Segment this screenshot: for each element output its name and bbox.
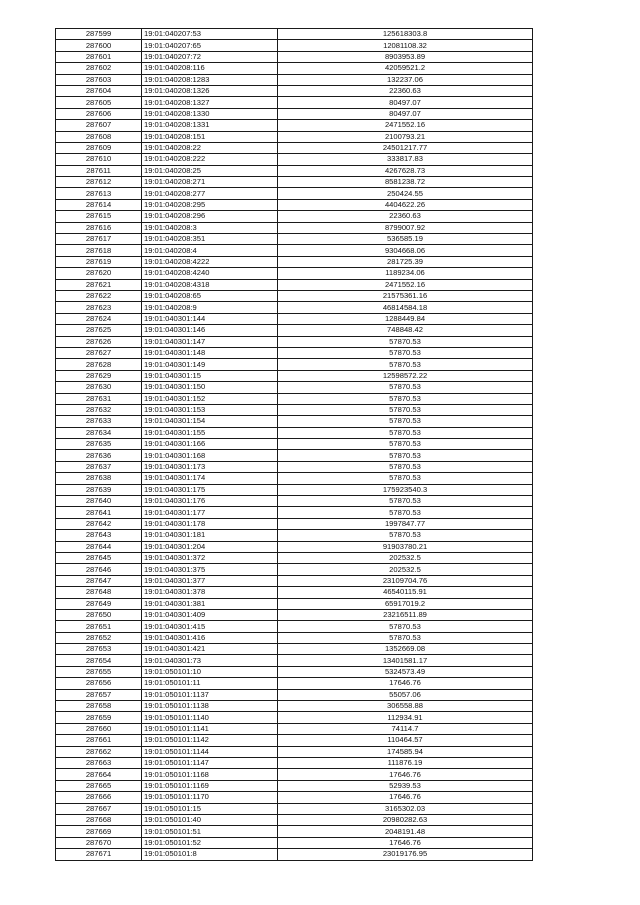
row-number-cell: 287623 [56, 302, 142, 313]
row-number-cell: 287656 [56, 678, 142, 689]
value-cell: 57870.53 [278, 382, 533, 393]
table-row [56, 188, 533, 199]
row-number-cell: 287600 [56, 40, 142, 51]
table-row [56, 85, 533, 96]
table-row [56, 336, 533, 347]
table-row [56, 177, 533, 188]
cadastral-number-cell: 19:01:040301:176 [142, 496, 278, 507]
row-number-cell: 287651 [56, 621, 142, 632]
cadastral-number-cell: 19:01:050101:1140 [142, 712, 278, 723]
cadastral-number-cell: 19:01:040208:4222 [142, 256, 278, 267]
row-number-cell: 287636 [56, 450, 142, 461]
value-cell: 281725.39 [278, 256, 533, 267]
row-number-cell: 287620 [56, 268, 142, 279]
cadastral-number-cell: 19:01:040301:146 [142, 325, 278, 336]
value-cell: 57870.53 [278, 621, 533, 632]
row-number-cell: 287649 [56, 598, 142, 609]
row-number-cell: 287628 [56, 359, 142, 370]
cadastral-number-cell: 19:01:050101:1138 [142, 701, 278, 712]
cadastral-number-cell: 19:01:040301:421 [142, 644, 278, 655]
value-cell: 1997847.77 [278, 518, 533, 529]
cadastral-number-cell: 19:01:050101:8 [142, 849, 278, 860]
table-row [56, 74, 533, 85]
value-cell: 13401581.17 [278, 655, 533, 666]
cadastral-number-cell: 19:01:040208:1326 [142, 85, 278, 96]
cadastral-number-cell: 19:01:040208:296 [142, 211, 278, 222]
table-body [56, 29, 533, 861]
cadastral-number-cell: 19:01:040208:1331 [142, 120, 278, 131]
table-row [56, 621, 533, 632]
cadastral-number-cell: 19:01:050101:1144 [142, 746, 278, 757]
value-cell: 23019176.95 [278, 849, 533, 860]
row-number-cell: 287637 [56, 461, 142, 472]
cadastral-number-cell: 19:01:050101:1142 [142, 735, 278, 746]
table-row [56, 268, 533, 279]
cadastral-number-cell: 19:01:040208:277 [142, 188, 278, 199]
row-number-cell: 287618 [56, 245, 142, 256]
row-number-cell: 287663 [56, 758, 142, 769]
row-number-cell: 287660 [56, 723, 142, 734]
cadastral-number-cell: 19:01:040301:372 [142, 552, 278, 563]
cadastral-number-cell: 19:01:050101:1137 [142, 689, 278, 700]
table-row [56, 814, 533, 825]
value-cell: 57870.53 [278, 473, 533, 484]
cadastral-number-cell: 19:01:050101:10 [142, 666, 278, 677]
value-cell: 52939.53 [278, 780, 533, 791]
cadastral-number-cell: 19:01:040301:415 [142, 621, 278, 632]
cadastral-number-cell: 19:01:040208:222 [142, 154, 278, 165]
value-cell: 250424.55 [278, 188, 533, 199]
table-row [56, 461, 533, 472]
row-number-cell: 287612 [56, 177, 142, 188]
row-number-cell: 287631 [56, 393, 142, 404]
row-number-cell: 287606 [56, 108, 142, 119]
value-cell: 202532.5 [278, 564, 533, 575]
row-number-cell: 287621 [56, 279, 142, 290]
row-number-cell: 287607 [56, 120, 142, 131]
table-row [56, 484, 533, 495]
value-cell: 57870.53 [278, 450, 533, 461]
value-cell: 3165302.03 [278, 803, 533, 814]
table-row [56, 564, 533, 575]
row-number-cell: 287664 [56, 769, 142, 780]
table-row [56, 507, 533, 518]
row-number-cell: 287670 [56, 837, 142, 848]
cadastral-number-cell: 19:01:040301:175 [142, 484, 278, 495]
table-row [56, 552, 533, 563]
table-row [56, 279, 533, 290]
value-cell: 1288449.84 [278, 313, 533, 324]
value-cell: 57870.53 [278, 439, 533, 450]
table-row [56, 598, 533, 609]
table-row [56, 587, 533, 598]
table-row [56, 712, 533, 723]
value-cell: 174585.94 [278, 746, 533, 757]
value-cell: 42059521.2 [278, 63, 533, 74]
table-row [56, 689, 533, 700]
cadastral-number-cell: 19:01:040301:168 [142, 450, 278, 461]
value-cell: 12598572.22 [278, 370, 533, 381]
table-row [56, 211, 533, 222]
table-row [56, 120, 533, 131]
cadastral-number-cell: 19:01:040208:1327 [142, 97, 278, 108]
value-cell: 17646.76 [278, 837, 533, 848]
value-cell: 125618303.8 [278, 29, 533, 40]
cadastral-number-cell: 19:01:040301:154 [142, 416, 278, 427]
row-number-cell: 287622 [56, 290, 142, 301]
value-cell: 21575361.16 [278, 290, 533, 301]
value-cell: 175923540.3 [278, 484, 533, 495]
table-row [56, 234, 533, 245]
value-cell: 57870.53 [278, 336, 533, 347]
table-row [56, 29, 533, 40]
table-row [56, 393, 533, 404]
cadastral-number-cell: 19:01:040208:1283 [142, 74, 278, 85]
row-number-cell: 287647 [56, 575, 142, 586]
row-number-cell: 287642 [56, 518, 142, 529]
table-row [56, 40, 533, 51]
value-cell: 306558.88 [278, 701, 533, 712]
table-row [56, 530, 533, 541]
row-number-cell: 287653 [56, 644, 142, 655]
value-cell: 17646.76 [278, 792, 533, 803]
row-number-cell: 287632 [56, 404, 142, 415]
cadastral-number-cell: 19:01:040208:9 [142, 302, 278, 313]
table-row [56, 473, 533, 484]
table-row [56, 222, 533, 233]
row-number-cell: 287608 [56, 131, 142, 142]
row-number-cell: 287644 [56, 541, 142, 552]
value-cell: 91903780.21 [278, 541, 533, 552]
row-number-cell: 287643 [56, 530, 142, 541]
table-row [56, 609, 533, 620]
table-row [56, 131, 533, 142]
cadastral-number-cell: 19:01:040208:151 [142, 131, 278, 142]
cadastral-number-cell: 19:01:040301:147 [142, 336, 278, 347]
value-cell: 8903953.89 [278, 51, 533, 62]
value-cell: 20980282.63 [278, 814, 533, 825]
cadastral-number-cell: 19:01:040301:73 [142, 655, 278, 666]
row-number-cell: 287604 [56, 85, 142, 96]
table-row [56, 632, 533, 643]
value-cell: 57870.53 [278, 461, 533, 472]
table-row [56, 701, 533, 712]
row-number-cell: 287602 [56, 63, 142, 74]
cadastral-number-cell: 19:01:040301:149 [142, 359, 278, 370]
table-row [56, 655, 533, 666]
table-row [56, 575, 533, 586]
table-row [56, 199, 533, 210]
value-cell: 111876.19 [278, 758, 533, 769]
row-number-cell: 287617 [56, 234, 142, 245]
row-number-cell: 287610 [56, 154, 142, 165]
value-cell: 4404622.26 [278, 199, 533, 210]
value-cell: 1189234.06 [278, 268, 533, 279]
cadastral-number-cell: 19:01:040208:25 [142, 165, 278, 176]
cadastral-number-cell: 19:01:040301:181 [142, 530, 278, 541]
cadastral-number-cell: 19:01:040207:53 [142, 29, 278, 40]
table-row [56, 723, 533, 734]
table-row [56, 97, 533, 108]
value-cell: 22360.63 [278, 85, 533, 96]
value-cell: 110464.57 [278, 735, 533, 746]
row-number-cell: 287611 [56, 165, 142, 176]
row-number-cell: 287603 [56, 74, 142, 85]
row-number-cell: 287652 [56, 632, 142, 643]
value-cell: 57870.53 [278, 347, 533, 358]
row-number-cell: 287655 [56, 666, 142, 677]
value-cell: 17646.76 [278, 769, 533, 780]
table-row [56, 769, 533, 780]
cadastral-number-cell: 19:01:040301:174 [142, 473, 278, 484]
row-number-cell: 287616 [56, 222, 142, 233]
cadastral-number-cell: 19:01:040208:3 [142, 222, 278, 233]
value-cell: 57870.53 [278, 393, 533, 404]
cadastral-number-cell: 19:01:040301:166 [142, 439, 278, 450]
row-number-cell: 287668 [56, 814, 142, 825]
value-cell: 112934.91 [278, 712, 533, 723]
table-row [56, 735, 533, 746]
table-row [56, 313, 533, 324]
value-cell: 57870.53 [278, 507, 533, 518]
row-number-cell: 287639 [56, 484, 142, 495]
cadastral-number-cell: 19:01:040301:416 [142, 632, 278, 643]
cadastral-number-cell: 19:01:040301:409 [142, 609, 278, 620]
table-row [56, 325, 533, 336]
value-cell: 536585.19 [278, 234, 533, 245]
table-row [56, 803, 533, 814]
value-cell: 1352669.08 [278, 644, 533, 655]
row-number-cell: 287666 [56, 792, 142, 803]
row-number-cell: 287661 [56, 735, 142, 746]
cadastral-number-cell: 19:01:040301:375 [142, 564, 278, 575]
value-cell: 748848.42 [278, 325, 533, 336]
row-number-cell: 287657 [56, 689, 142, 700]
cadastral-number-cell: 19:01:040301:377 [142, 575, 278, 586]
cadastral-number-cell: 19:01:040208:4240 [142, 268, 278, 279]
table-row [56, 439, 533, 450]
cadastral-number-cell: 19:01:040301:144 [142, 313, 278, 324]
cadastral-number-cell: 19:01:040208:295 [142, 199, 278, 210]
row-number-cell: 287640 [56, 496, 142, 507]
value-cell: 80497.07 [278, 97, 533, 108]
cadastral-number-cell: 19:01:040301:155 [142, 427, 278, 438]
cadastral-number-cell: 19:01:040301:148 [142, 347, 278, 358]
table-row [56, 837, 533, 848]
cadastral-number-cell: 19:01:040207:72 [142, 51, 278, 62]
row-number-cell: 287626 [56, 336, 142, 347]
cadastral-number-cell: 19:01:040208:22 [142, 142, 278, 153]
value-cell: 8581238.72 [278, 177, 533, 188]
row-number-cell: 287645 [56, 552, 142, 563]
table-row [56, 290, 533, 301]
table-row [56, 245, 533, 256]
cadastral-number-cell: 19:01:040301:381 [142, 598, 278, 609]
cadastral-number-cell: 19:01:050101:40 [142, 814, 278, 825]
table-row [56, 416, 533, 427]
table-row [56, 108, 533, 119]
table-row [56, 154, 533, 165]
cadastral-number-cell: 19:01:040301:15 [142, 370, 278, 381]
value-cell: 202532.5 [278, 552, 533, 563]
table-row [56, 302, 533, 313]
row-number-cell: 287614 [56, 199, 142, 210]
row-number-cell: 287671 [56, 849, 142, 860]
value-cell: 23216511.89 [278, 609, 533, 620]
table-row [56, 51, 533, 62]
row-number-cell: 287665 [56, 780, 142, 791]
table-row [56, 359, 533, 370]
row-number-cell: 287658 [56, 701, 142, 712]
value-cell: 24501217.77 [278, 142, 533, 153]
row-number-cell: 287648 [56, 587, 142, 598]
table-row [56, 404, 533, 415]
table-row [56, 849, 533, 860]
row-number-cell: 287659 [56, 712, 142, 723]
row-number-cell: 287641 [56, 507, 142, 518]
row-number-cell: 287667 [56, 803, 142, 814]
row-number-cell: 287609 [56, 142, 142, 153]
value-cell: 9304668.06 [278, 245, 533, 256]
table-row [56, 496, 533, 507]
table-row [56, 780, 533, 791]
row-number-cell: 287601 [56, 51, 142, 62]
cadastral-number-cell: 19:01:040208:116 [142, 63, 278, 74]
row-number-cell: 287635 [56, 439, 142, 450]
cadastral-number-cell: 19:01:040301:153 [142, 404, 278, 415]
table-row [56, 63, 533, 74]
table-row [56, 666, 533, 677]
value-cell: 57870.53 [278, 427, 533, 438]
cadastral-value-table [55, 28, 533, 861]
cadastral-number-cell: 19:01:040301:150 [142, 382, 278, 393]
table-row [56, 678, 533, 689]
value-cell: 333817.83 [278, 154, 533, 165]
row-number-cell: 287633 [56, 416, 142, 427]
table-row [56, 165, 533, 176]
value-cell: 57870.53 [278, 416, 533, 427]
cadastral-number-cell: 19:01:040208:1330 [142, 108, 278, 119]
value-cell: 57870.53 [278, 496, 533, 507]
row-number-cell: 287619 [56, 256, 142, 267]
cadastral-number-cell: 19:01:040301:378 [142, 587, 278, 598]
value-cell: 17646.76 [278, 678, 533, 689]
row-number-cell: 287625 [56, 325, 142, 336]
cadastral-number-cell: 19:01:050101:1141 [142, 723, 278, 734]
cadastral-number-cell: 19:01:050101:11 [142, 678, 278, 689]
cadastral-number-cell: 19:01:040207:65 [142, 40, 278, 51]
row-number-cell: 287624 [56, 313, 142, 324]
value-cell: 55057.06 [278, 689, 533, 700]
table-row [56, 450, 533, 461]
row-number-cell: 287630 [56, 382, 142, 393]
table-row [56, 427, 533, 438]
value-cell: 132237.06 [278, 74, 533, 85]
table-row [56, 370, 533, 381]
row-number-cell: 287638 [56, 473, 142, 484]
cadastral-number-cell: 19:01:040301:204 [142, 541, 278, 552]
row-number-cell: 287629 [56, 370, 142, 381]
row-number-cell: 287646 [56, 564, 142, 575]
value-cell: 8799007.92 [278, 222, 533, 233]
table-row [56, 518, 533, 529]
value-cell: 5324573.49 [278, 666, 533, 677]
value-cell: 2471552.16 [278, 279, 533, 290]
table-row [56, 541, 533, 552]
value-cell: 57870.53 [278, 632, 533, 643]
cadastral-number-cell: 19:01:050101:1168 [142, 769, 278, 780]
table-row [56, 746, 533, 757]
cadastral-number-cell: 19:01:040301:178 [142, 518, 278, 529]
cadastral-number-cell: 19:01:050101:1169 [142, 780, 278, 791]
value-cell: 2048191.48 [278, 826, 533, 837]
row-number-cell: 287599 [56, 29, 142, 40]
value-cell: 65917019.2 [278, 598, 533, 609]
cadastral-number-cell: 19:01:040208:351 [142, 234, 278, 245]
table-row [56, 382, 533, 393]
table-row [56, 256, 533, 267]
value-cell: 12081108.32 [278, 40, 533, 51]
table-row [56, 142, 533, 153]
value-cell: 4267628.73 [278, 165, 533, 176]
cadastral-number-cell: 19:01:040208:4318 [142, 279, 278, 290]
cadastral-number-cell: 19:01:050101:1147 [142, 758, 278, 769]
row-number-cell: 287650 [56, 609, 142, 620]
value-cell: 80497.07 [278, 108, 533, 119]
value-cell: 57870.53 [278, 530, 533, 541]
cadastral-number-cell: 19:01:050101:1170 [142, 792, 278, 803]
table-row [56, 644, 533, 655]
cadastral-number-cell: 19:01:040208:4 [142, 245, 278, 256]
value-cell: 57870.53 [278, 404, 533, 415]
row-number-cell: 287634 [56, 427, 142, 438]
cadastral-number-cell: 19:01:040208:65 [142, 290, 278, 301]
value-cell: 22360.63 [278, 211, 533, 222]
cadastral-number-cell: 19:01:050101:51 [142, 826, 278, 837]
value-cell: 2471552.16 [278, 120, 533, 131]
cadastral-number-cell: 19:01:040208:271 [142, 177, 278, 188]
table-row [56, 347, 533, 358]
table-row [56, 792, 533, 803]
row-number-cell: 287605 [56, 97, 142, 108]
row-number-cell: 287662 [56, 746, 142, 757]
value-cell: 57870.53 [278, 359, 533, 370]
value-cell: 46814584.18 [278, 302, 533, 313]
row-number-cell: 287669 [56, 826, 142, 837]
row-number-cell: 287613 [56, 188, 142, 199]
table-row [56, 758, 533, 769]
cadastral-number-cell: 19:01:050101:15 [142, 803, 278, 814]
row-number-cell: 287615 [56, 211, 142, 222]
cadastral-number-cell: 19:01:040301:152 [142, 393, 278, 404]
value-cell: 46540115.91 [278, 587, 533, 598]
cadastral-number-cell: 19:01:040301:173 [142, 461, 278, 472]
cadastral-number-cell: 19:01:050101:52 [142, 837, 278, 848]
row-number-cell: 287627 [56, 347, 142, 358]
row-number-cell: 287654 [56, 655, 142, 666]
value-cell: 2100793.21 [278, 131, 533, 142]
value-cell: 23109704.76 [278, 575, 533, 586]
value-cell: 74114.7 [278, 723, 533, 734]
table-row [56, 826, 533, 837]
cadastral-number-cell: 19:01:040301:177 [142, 507, 278, 518]
